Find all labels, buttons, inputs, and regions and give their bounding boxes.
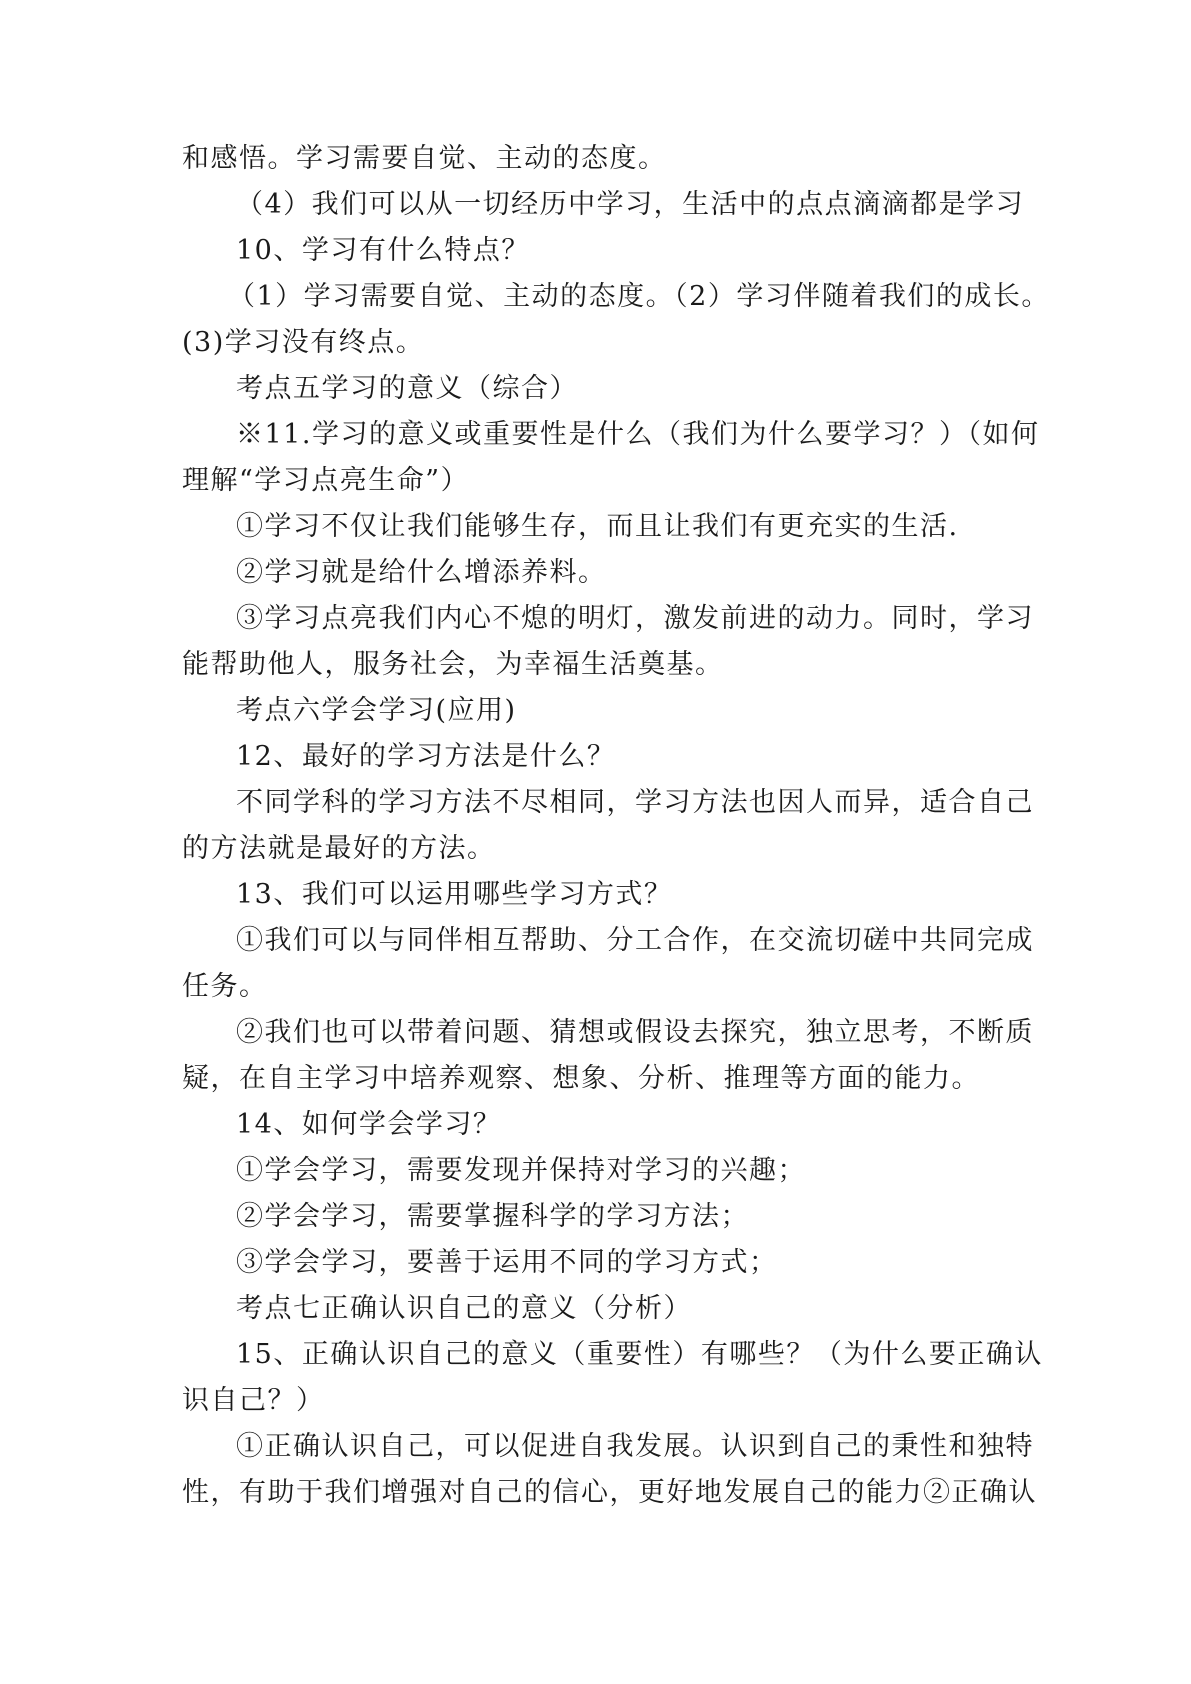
text-line: ②学习就是给什么增添养料。 [236,557,607,588]
text-line: ①正确认识自己，可以促进自我发展。认识到自己的秉性和独特 [236,1431,1034,1462]
text-line: 理解“学习点亮生命”） [182,465,470,496]
text-line: ③学会学习，要善于运用不同的学习方式； [236,1247,778,1278]
text-line: 和感悟。学习需要自觉、主动的态度。 [182,143,667,174]
question-heading: ※11.学习的意义或重要性是什么（我们为什么要学习？）（如何 [236,419,1040,450]
text-line: ③学习点亮我们内心不熄的明灯，激发前进的动力。同时，学习 [236,603,1034,634]
text-line: （4）我们可以从一切经历中学习，生活中的点点滴滴都是学习 [236,189,1025,220]
text-line: 性，有助于我们增强对自己的信心，更好地发展自己的能力②正确认 [182,1477,1037,1508]
text-line: 的方法就是最好的方法。 [182,833,496,864]
text-line: ①我们可以与同伴相互帮助、分工合作，在交流切磋中共同完成 [236,925,1034,956]
text-line: ①学会学习，需要发现并保持对学习的兴趣； [236,1155,806,1186]
text-line: ②我们也可以带着问题、猜想或假设去探究，独立思考，不断质 [236,1017,1034,1048]
question-heading: 12、最好的学习方法是什么？ [236,741,616,772]
text-line: （1）学习需要自觉、主动的态度。（2）学习伴随着我们的成长。 [228,281,1050,312]
text-line: ②学会学习，需要掌握科学的学习方法； [236,1201,749,1232]
section-heading: 考点七正确认识自己的意义（分析） [236,1293,692,1324]
text-line: 能帮助他人，服务社会，为幸福生活奠基。 [182,649,724,680]
question-heading: 14、如何学会学习？ [236,1109,502,1140]
document-body [182,136,1050,1516]
text-line: 任务。 [182,971,268,1002]
section-heading: 考点五学习的意义（综合） [236,373,578,404]
question-heading: 15、正确认识自己的意义（重要性）有哪些？（为什么要正确认 [236,1339,1043,1370]
section-heading: 考点六学会学习(应用) [236,695,517,726]
text-line: (3)学习没有终点。 [182,327,425,358]
text-line: 不同学科的学习方法不尽相同，学习方法也因人而异，适合自己 [236,787,1034,818]
text-line: ①学习不仅让我们能够生存，而且让我们有更充实的生活. [236,511,959,542]
question-heading: 10、学习有什么特点？ [236,235,530,266]
text-line: 疑，在自主学习中培养观察、想象、分析、推理等方面的能力。 [182,1063,980,1094]
question-heading: 13、我们可以运用哪些学习方式？ [236,879,673,910]
text-line: 识自己？） [182,1385,325,1416]
